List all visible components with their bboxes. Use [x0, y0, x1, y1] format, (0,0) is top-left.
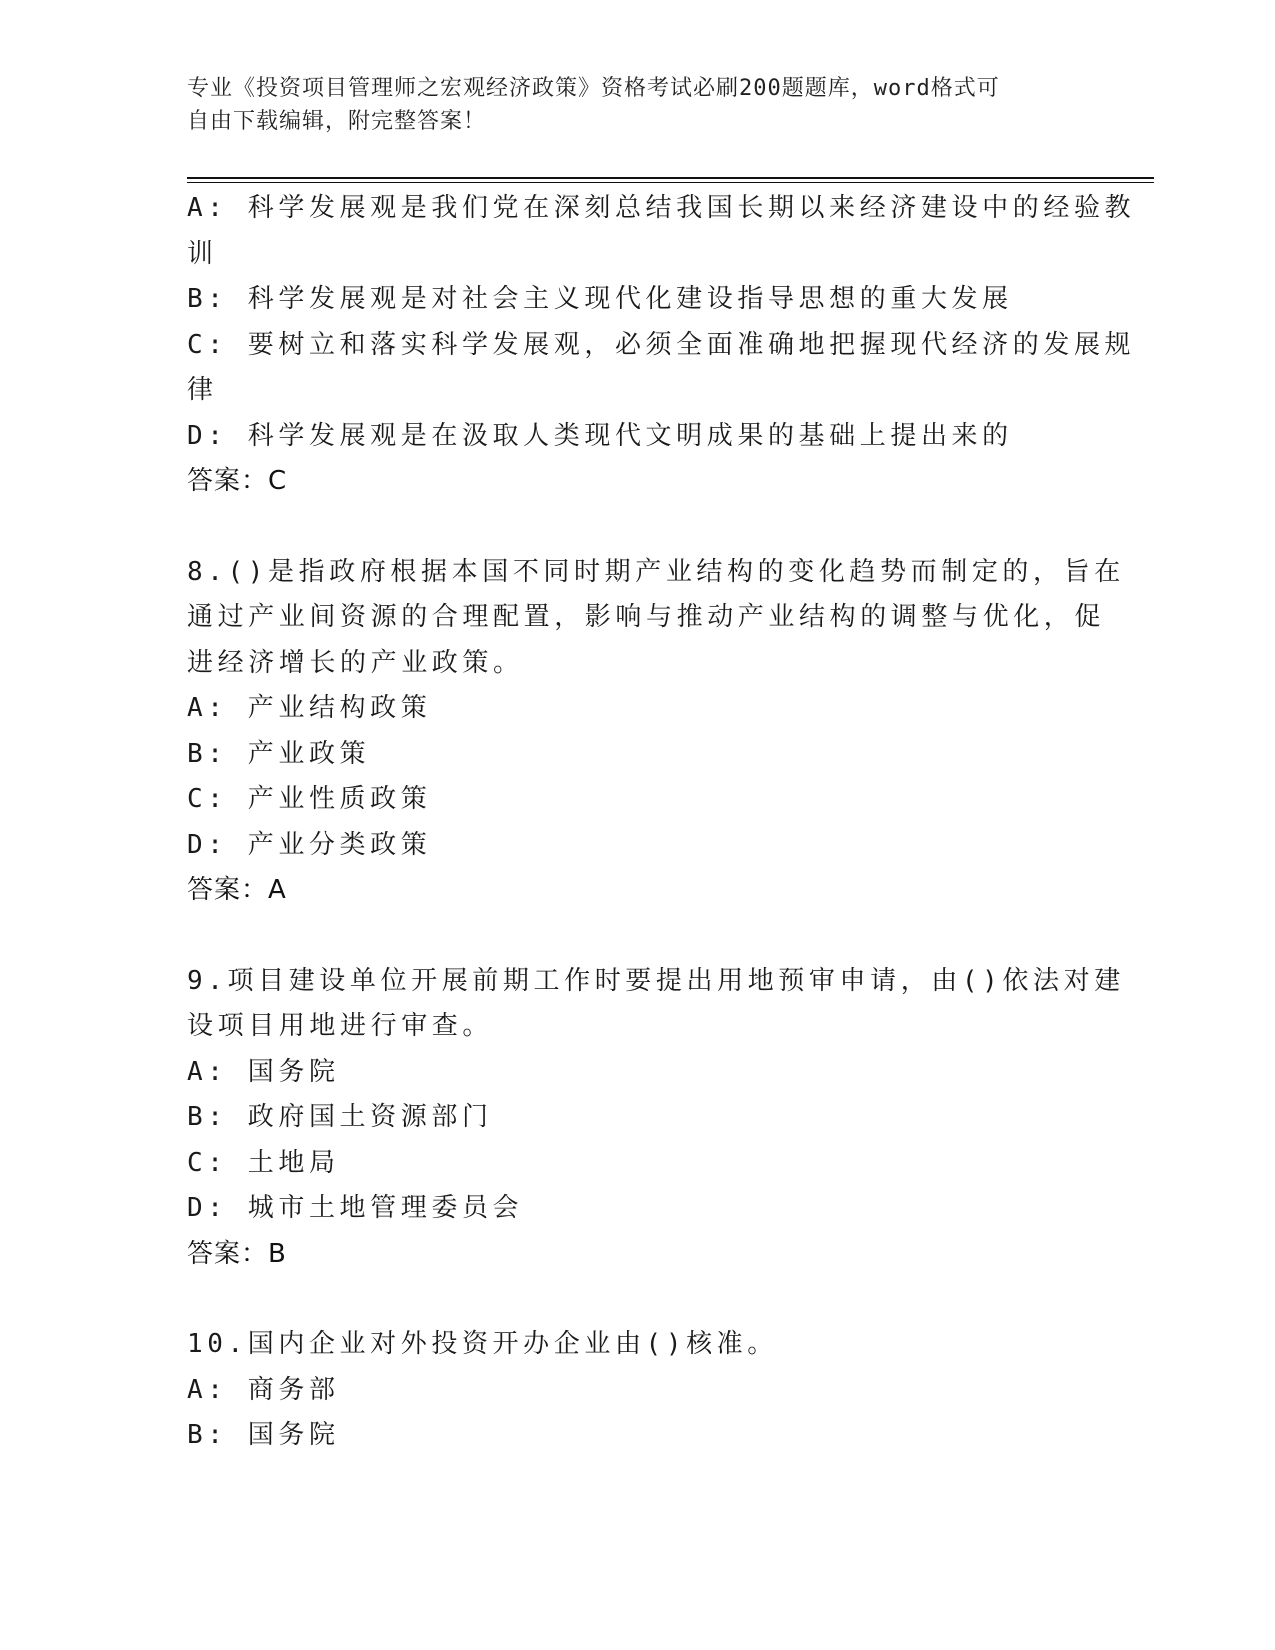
document-header: 专业《投资项目管理师之宏观经济政策》资格考试必刷200题题库，word格式可 自由下载编辑，附完整答案！: [187, 76, 1000, 134]
option-item: [187, 186, 1136, 277]
option-line: C: 土地局: [187, 1147, 340, 1178]
option-line: A: 国务院: [187, 1056, 340, 1087]
option-item: [187, 1050, 1087, 1096]
option-item: [187, 1413, 1087, 1459]
question-block: [187, 1322, 1087, 1459]
answer-line: 答案：A: [187, 875, 287, 905]
option-line: C: 产业性质政策: [187, 784, 432, 814]
option-line: D: 科学发展观是在汲取人类现代文明成果的基础上提出来的: [187, 420, 1013, 451]
option-line: C: 要树立和落实科学发展观，必须全面准确地把握现代经济的发展规: [187, 329, 1136, 360]
option-line: B: 产业政策: [187, 738, 371, 769]
option-item: [187, 823, 1087, 869]
option-line: A: 科学发展观是我们党在深刻总结我国长期以来经济建设中的经验教: [187, 193, 1136, 223]
header-rule-thick: [187, 177, 1154, 179]
option-item: [187, 732, 1087, 778]
question-stem-line: 9.项目建设单位开展前期工作时要提出用地预审申请，由()依法对建: [187, 965, 1125, 996]
answer-line: 答案：C: [187, 466, 288, 496]
question-stem-line: 通过产业间资源的合理配置，影响与推动产业结构的调整与优化，促: [187, 602, 1106, 632]
question-block: [187, 959, 1125, 1278]
option-item: [187, 686, 1087, 732]
option-line: 训: [187, 238, 218, 269]
header-rule-thin: [187, 182, 1154, 183]
question-stem-line: 设项目用地进行审查。: [187, 1011, 494, 1041]
option-line: B: 科学发展观是对社会主义现代化建设指导思想的重大发展: [187, 284, 1013, 314]
option-item: [187, 1095, 1087, 1141]
option-item: [187, 1368, 1087, 1414]
question-list: [187, 186, 1136, 1459]
option-line: A: 产业结构政策: [187, 693, 432, 723]
option-line: A: 商务部: [187, 1374, 340, 1405]
option-line: D: 产业分类政策: [187, 829, 432, 860]
option-item: [187, 1141, 1087, 1187]
answer-line: 答案：B: [187, 1238, 287, 1269]
option-line: D: 城市土地管理委员会: [187, 1193, 524, 1223]
option-item: [187, 323, 1136, 414]
option-item: [187, 777, 1087, 823]
option-line: 律: [187, 375, 218, 405]
block-spacer: [187, 505, 1087, 550]
option-line: B: 国务院: [187, 1420, 340, 1450]
option-item: [187, 1186, 1087, 1232]
block-spacer: [187, 914, 1087, 959]
question-stem-line: 8.()是指政府根据本国不同时期产业结构的变化趋势而制定的，旨在: [187, 556, 1125, 587]
question-block: [187, 186, 1136, 505]
option-item: [187, 277, 1087, 323]
option-line: B: 政府国土资源部门: [187, 1102, 493, 1132]
question-block: [187, 550, 1125, 914]
question-stem-line: 10.国内企业对外投资开办企业由()核准。: [187, 1329, 778, 1359]
question-stem-line: 进经济增长的产业政策。: [187, 647, 524, 678]
option-item: [187, 414, 1087, 460]
block-spacer: [187, 1277, 1087, 1322]
